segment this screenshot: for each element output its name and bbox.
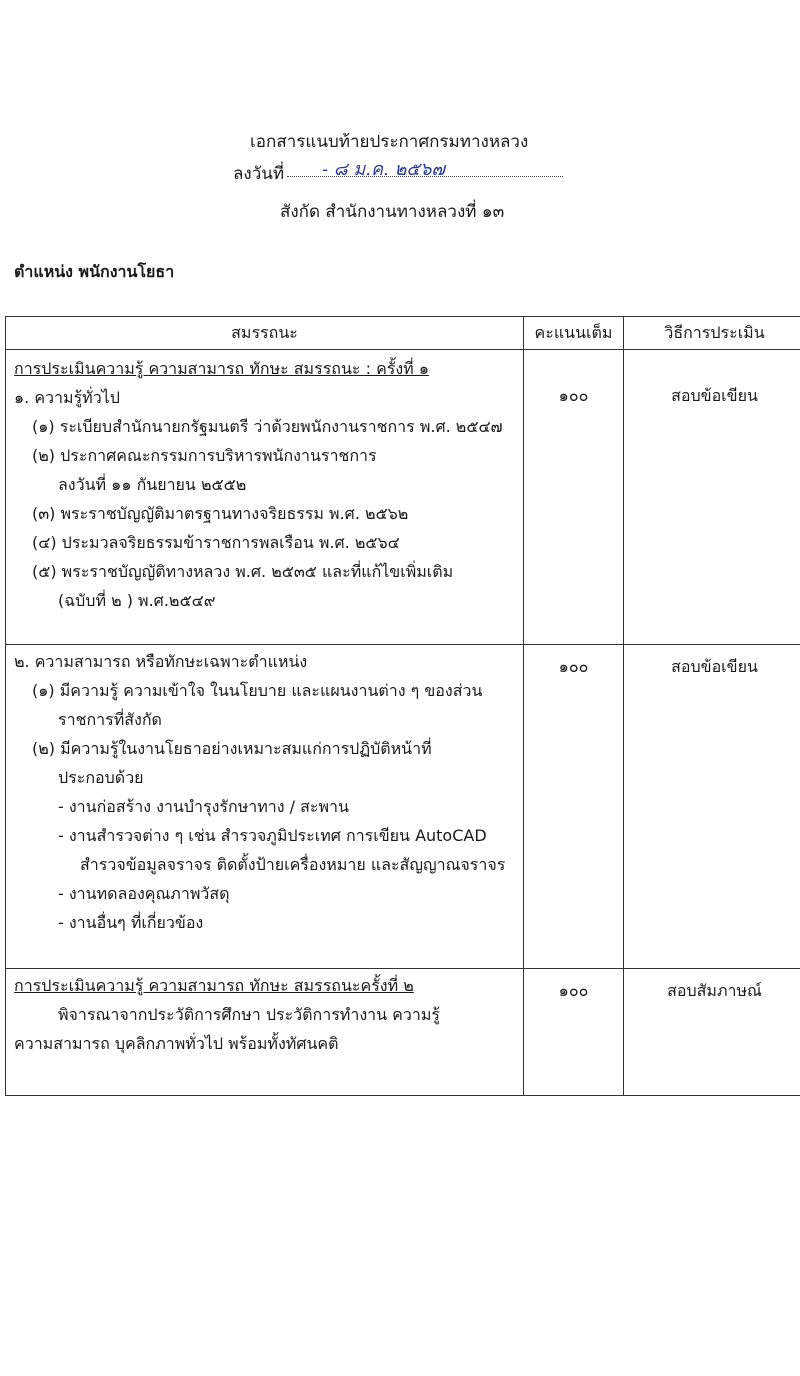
list-item-continued: ลงวันที่ ๑๑ กันยายน ๒๕๕๒ <box>58 475 247 494</box>
method-value: สอบข้อเขียน <box>671 657 758 676</box>
bullet-item: - งานสำรวจต่าง ๆ เช่น สำรวจภูมิประเทศ การเขียน AutoCAD <box>58 826 487 845</box>
method-cell <box>624 350 800 645</box>
list-item: (๑) มีความรู้ ความเข้าใจ ในนโยบาย และแผนงานต่าง ๆ ของส่วน <box>32 681 483 700</box>
score-value: ๑๐๐ <box>558 386 589 405</box>
list-item-continued: (ฉบับที่ ๒ ) พ.ศ.๒๕๔๙ <box>58 591 216 610</box>
bullet-item-continued: สำรวจข้อมูลจราจร ติดตั้งป้ายเครื่องหมาย และสัญญาณจราจร <box>80 855 506 874</box>
score-value: ๑๐๐ <box>558 981 589 1000</box>
handwritten-date: - ๘ ม.ค. ๒๕๖๗ <box>322 159 445 180</box>
position-title: ตำแหน่ง พนักงานโยธา <box>14 262 175 281</box>
header-method: วิธีการประเมิน <box>624 317 800 350</box>
competency-cell <box>6 969 524 1096</box>
score-value: ๑๐๐ <box>558 657 589 676</box>
table-header-row <box>6 317 800 350</box>
title-text: เอกสารแนบท้ายประกาศกรมทางหลวง <box>250 132 529 152</box>
bullet-item: - งานอื่นๆ ที่เกี่ยวข้อง <box>58 913 204 932</box>
score-cell <box>524 969 624 1096</box>
list-item-continued: ราชการที่สังกัด <box>58 710 162 729</box>
score-cell <box>524 645 624 969</box>
section-title: การประเมินความรู้ ความสามารถ ทักษะ สมรรถนะครั้งที่ ๒ <box>14 976 414 995</box>
paragraph-line: ความสามารถ บุคลิกภาพทั่วไป พร้อมทั้งทัศนคติ <box>14 1034 339 1053</box>
list-item: (๑) ระเบียบสำนักนายกรัฐมนตรี ว่าด้วยพนักงานราชการ พ.ศ. ๒๕๔๗ <box>32 417 503 436</box>
score-cell <box>524 350 624 645</box>
list-item-continued: ประกอบด้วย <box>58 768 144 787</box>
list-item: (๕) พระราชบัญญัติทางหลวง พ.ศ. ๒๕๓๕ และที่แก้ไขเพิ่มเติม <box>32 562 454 581</box>
method-cell <box>624 645 800 969</box>
list-item: (๓) พระราชบัญญัติมาตรฐานทางจริยธรรม พ.ศ. ๒๕๖๒ <box>32 504 409 523</box>
list-item: ๒. ความสามารถ หรือทักษะเฉพาะตำแหน่ง <box>14 652 308 671</box>
method-value: สอบข้อเขียน <box>671 386 758 405</box>
competency-cell <box>6 350 524 645</box>
competency-cell <box>6 645 524 969</box>
list-item: ๑. ความรู้ทั่วไป <box>14 388 120 407</box>
list-item: (๒) ประกาศคณะกรรมการบริหารพนักงานราชการ <box>32 446 377 465</box>
list-item: (๔) ประมวลจริยธรรมข้าราชการพลเรือน พ.ศ. ๒๕๖๔ <box>32 533 400 552</box>
list-item: (๒) มีความรู้ในงานโยธาอย่างเหมาะสมแก่การปฏิบัติหน้าที่ <box>32 739 432 758</box>
header-competency: สมรรถนะ <box>6 317 524 350</box>
paragraph-line: พิจารณาจากประวัติการศึกษา ประวัติการทำงาน ความรู้ <box>58 1005 440 1024</box>
bullet-item: - งานก่อสร้าง งานบำรุงรักษาทาง / สะพาน <box>58 797 349 816</box>
date-label: ลงวันที่ <box>233 164 285 184</box>
table-row <box>6 969 800 1096</box>
table-row <box>6 350 800 645</box>
section-title: การประเมินความรู้ ความสามารถ ทักษะ สมรรถนะ : ครั้งที่ ๑ <box>14 359 429 378</box>
assessment-table <box>5 316 800 1096</box>
method-value: สอบสัมภาษณ์ <box>667 981 762 1000</box>
table-row <box>6 645 800 969</box>
affiliation-text: สังกัด สำนักงานทางหลวงที่ ๑๓ <box>280 202 505 222</box>
header-full-score: คะแนนเต็ม <box>524 317 624 350</box>
bullet-item: - งานทดลองคุณภาพวัสดุ <box>58 884 230 903</box>
method-cell <box>624 969 800 1096</box>
